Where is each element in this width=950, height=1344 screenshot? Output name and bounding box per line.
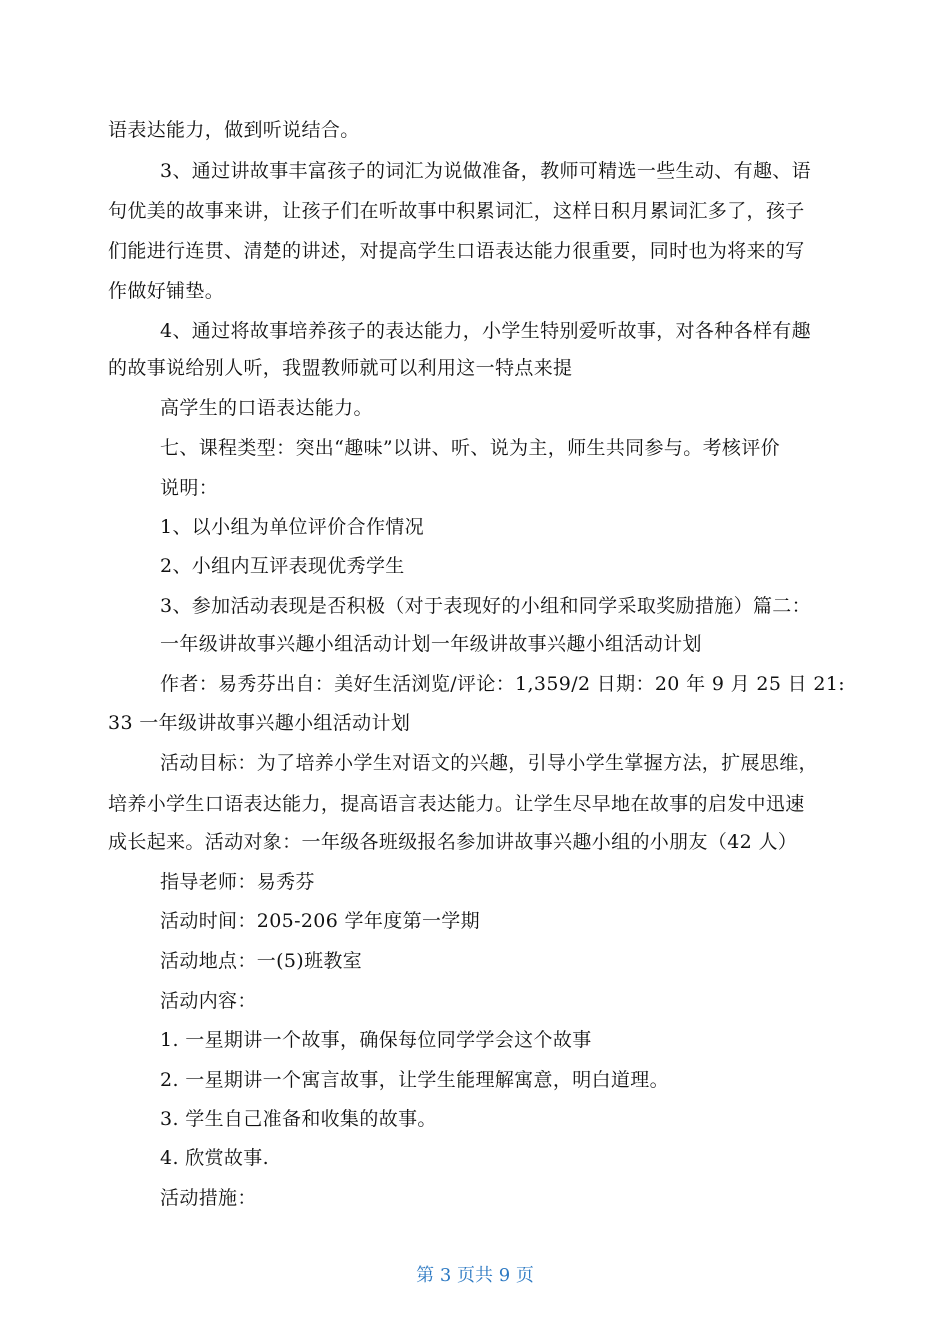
list-item: 1、以小组为单位评价合作情况 bbox=[160, 516, 424, 538]
article-title: 一年级讲故事兴趣小组活动计划一年级讲故事兴趣小组活动计划 bbox=[160, 633, 702, 655]
text-line: 作做好铺垫。 bbox=[108, 280, 225, 302]
text-line: 说明： bbox=[160, 477, 219, 499]
text-line: 高学生的口语表达能力。 bbox=[160, 397, 373, 419]
text-line: 活动内容： bbox=[160, 990, 257, 1012]
section-heading: 七、课程类型：突出“趣味”以讲、听、说为主，师生共同参与。考核评价 bbox=[160, 437, 780, 459]
text-line: 活动目标：为了培养小学生对语文的兴趣，引导小学生掌握方法，扩展思维， bbox=[160, 752, 818, 774]
text-line: 培养小学生口语表达能力，提高语言表达能力。让学生尽早地在故事的启发中迅速 bbox=[108, 793, 805, 815]
text-line: 活动措施： bbox=[160, 1187, 257, 1209]
text-line: 活动地点：一(5)班教室 bbox=[160, 950, 363, 972]
page-number-footer: 第 3 页共 9 页 bbox=[416, 1265, 534, 1286]
text-line: 语表达能力，做到听说结合。 bbox=[108, 119, 360, 141]
text-line: 活动时间：205-206 学年度第一学期 bbox=[160, 910, 480, 932]
list-item: 1. 一星期讲一个故事，确保每位同学学会这个故事 bbox=[160, 1029, 592, 1051]
text-line: 指导老师：易秀芬 bbox=[160, 871, 315, 893]
list-item: 2、小组内互评表现优秀学生 bbox=[160, 555, 405, 577]
list-item: 3. 学生自己准备和收集的故事。 bbox=[160, 1108, 437, 1130]
text-line: 们能进行连贯、清楚的讲述，对提高学生口语表达能力很重要，同时也为将来的写 bbox=[108, 240, 805, 262]
text-line: 句优美的故事来讲，让孩子们在听故事中积累词汇，这样日积月累词汇多了，孩子 bbox=[108, 200, 805, 222]
text-line: 3、通过讲故事丰富孩子的词汇为说做准备，教师可精选一些生动、有趣、语 bbox=[160, 160, 811, 182]
text-line: 4、通过将故事培养孩子的表达能力，小学生特别爱听故事，对各种各样有趣 bbox=[160, 320, 811, 342]
list-item: 4. 欣赏故事. bbox=[160, 1147, 270, 1169]
article-meta: 作者：易秀芬出自：美好生活浏览/评论：1,359/2 日期：20 年 9 月 25 日 21: bbox=[160, 673, 846, 695]
text-line: 33 一年级讲故事兴趣小组活动计划 bbox=[108, 712, 411, 734]
text-line: 成长起来。活动对象：一年级各班级报名参加讲故事兴趣小组的小朋友（42 人） bbox=[108, 831, 798, 853]
list-item: 2. 一星期讲一个寓言故事，让学生能理解寓意，明白道理。 bbox=[160, 1069, 669, 1091]
text-line: 的故事说给别人听，我盟教师就可以利用这一特点来提 bbox=[108, 357, 573, 379]
list-item: 3、参加活动表现是否积极（对于表现好的小组和同学采取奖励措施）篇二： bbox=[160, 595, 811, 617]
